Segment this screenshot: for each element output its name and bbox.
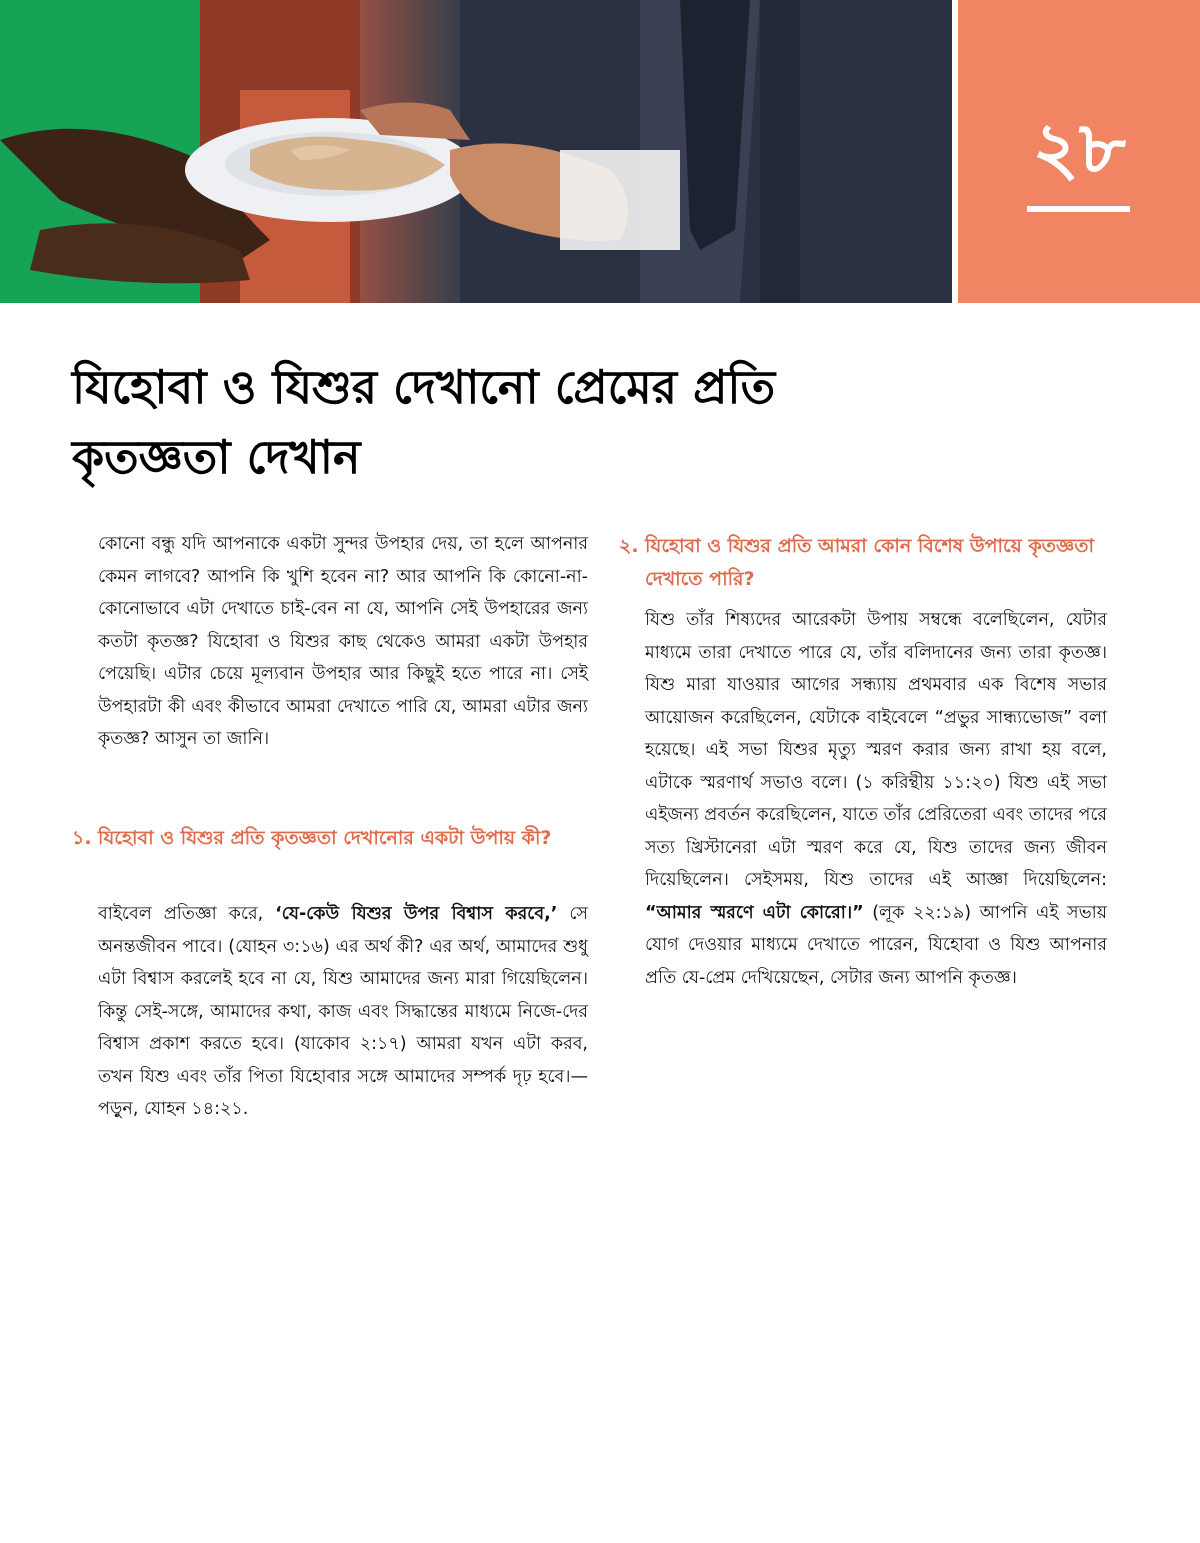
left-column: [98, 528, 588, 756]
header-photo: [0, 0, 952, 303]
lesson-number-box: [958, 0, 1200, 303]
question-1-number: ১.: [72, 827, 92, 849]
section-1-text-a: বাইবেল প্রতিজ্ঞা করে,: [98, 904, 276, 924]
question-2-number: ২.: [619, 535, 639, 557]
question-1-text: যিহোবা ও যিশুর প্রতি কৃতজ্ঞতা দেখানোর একটা উপায় কী?: [98, 827, 552, 849]
section-2-text-b: (লূক ২২:১৯) আপনি এই সভায় যোগ দেওয়ার মাধ্যমে দেখাতে পারেন, যিহোবা ও যিশু আপনার প্রতি যে-প্রেম দেখিয়েছেন, সেটার জন্য আপনি কৃতজ্ঞ।: [645, 902, 1108, 988]
section-2-paragraph: [645, 604, 1107, 994]
section-2-text-a: যিশু তাঁর শিষ্যদের আরেকটা উপায় সম্বন্ধে বলেছিলেন, যেটার মাধ্যমে তারা দেখাতে পারে যে, তাঁর বলিদানের জন্য তারা কৃতজ্ঞ। যিশু মারা যাওয়ার আগের সন্ধ্যায় প্রথমবার এক বিশেষ সভার আয়োজন করেছিলেন, যেটাকে বাইবেলে “প্রভুর সান্ধ্যভোজ” বলা হয়েছে। এই সভা যিশুর মৃত্যু স্মরণ করার জন্য রাখা হয় বলে, এটাকে স্মরণার্থ সভাও বলে। (১ করিন্থীয় ১১:২০) যিশু এই সভা এইজন্য প্রবর্তন করেছিলেন, যাতে তাঁর প্রেরিতেরা এবং তাদের পরে সত্য খ্রিস্টানেরা এটা স্মরণ করে যে, যিশু তাদের জন্য জীবন দিয়েছিলেন। সেইসময়, যিশু তাদের এই আজ্ঞা দিয়েছিলেন:: [645, 610, 1107, 890]
photo-bread-plate-icon: [0, 0, 952, 303]
lesson-number: ২৮: [1032, 106, 1126, 190]
question-1: [72, 822, 578, 855]
section-2-quote: “আমার স্মরণে এটা কোরো।”: [645, 902, 864, 923]
section-1-body: [98, 898, 588, 1126]
page-title: যিহোবা ও যিশুর দেখানো প্রেমের প্রতি কৃতজ্ঞতা দেখান: [72, 360, 776, 484]
section-1-paragraph: [98, 898, 588, 1126]
section-2-body: [645, 604, 1107, 994]
lesson-number-underline: [1027, 206, 1130, 212]
section-1-text-b: সে অনন্তজীবন পাবে। (যোহন ৩:১৬) এর অর্থ কী? এর অর্থ, আমাদের শুধু এটা বিশ্বাস করলেই হবে না যে, যিশু আমাদের জন্য মারা গিয়েছিলেন। কিন্তু সেই-সঙ্গে, আমাদের কথা, কাজ এবং সিদ্ধান্তের মাধ্যমে নিজে-দের বিশ্বাস প্রকাশ করতে হবে। (যাকোব ২:১৭) আমরা যখন এটা করব, তখন যিশু এবং তাঁর পিতা যিহোবার সঙ্গে আমাদের সম্পর্ক দৃঢ় হবে।—পড়ুন, যোহন ১৪:২১.: [98, 904, 588, 1119]
intro-paragraph: কোনো বন্ধু যদি আপনাকে একটা সুন্দর উপহার দেয়, তা হলে আপনার কেমন লাগবে? আপনি কি খুশি হবেন না? আর আপনি কি কোনো-না-কোনোভাবে এটা দেখাতে চাই-বেন না যে, আপনি সেই উপহারের জন্য কতটা কৃতজ্ঞ? যিহোবা ও যিশুর কাছ থেকেও আমরা একটা উপহার পেয়েছি। এটার চেয়ে মূল্যবান উপহার আর কিছুই হতে পারে না। সেই উপহারটা কী এবং কীভাবে আমরা দেখাতে পারি যে, আমরা এটার জন্য কৃতজ্ঞ? আসুন তা জানি।: [98, 534, 588, 749]
question-2: [619, 530, 1105, 596]
question-2-text: যিহোবা ও যিশুর প্রতি আমরা কোন বিশেষ উপায়ে কৃতজ্ঞতা দেখাতে পারি?: [645, 535, 1094, 590]
section-1-quote: ‘যে-কেউ যিশুর উপর বিশ্বাস করবে,’: [275, 904, 558, 924]
